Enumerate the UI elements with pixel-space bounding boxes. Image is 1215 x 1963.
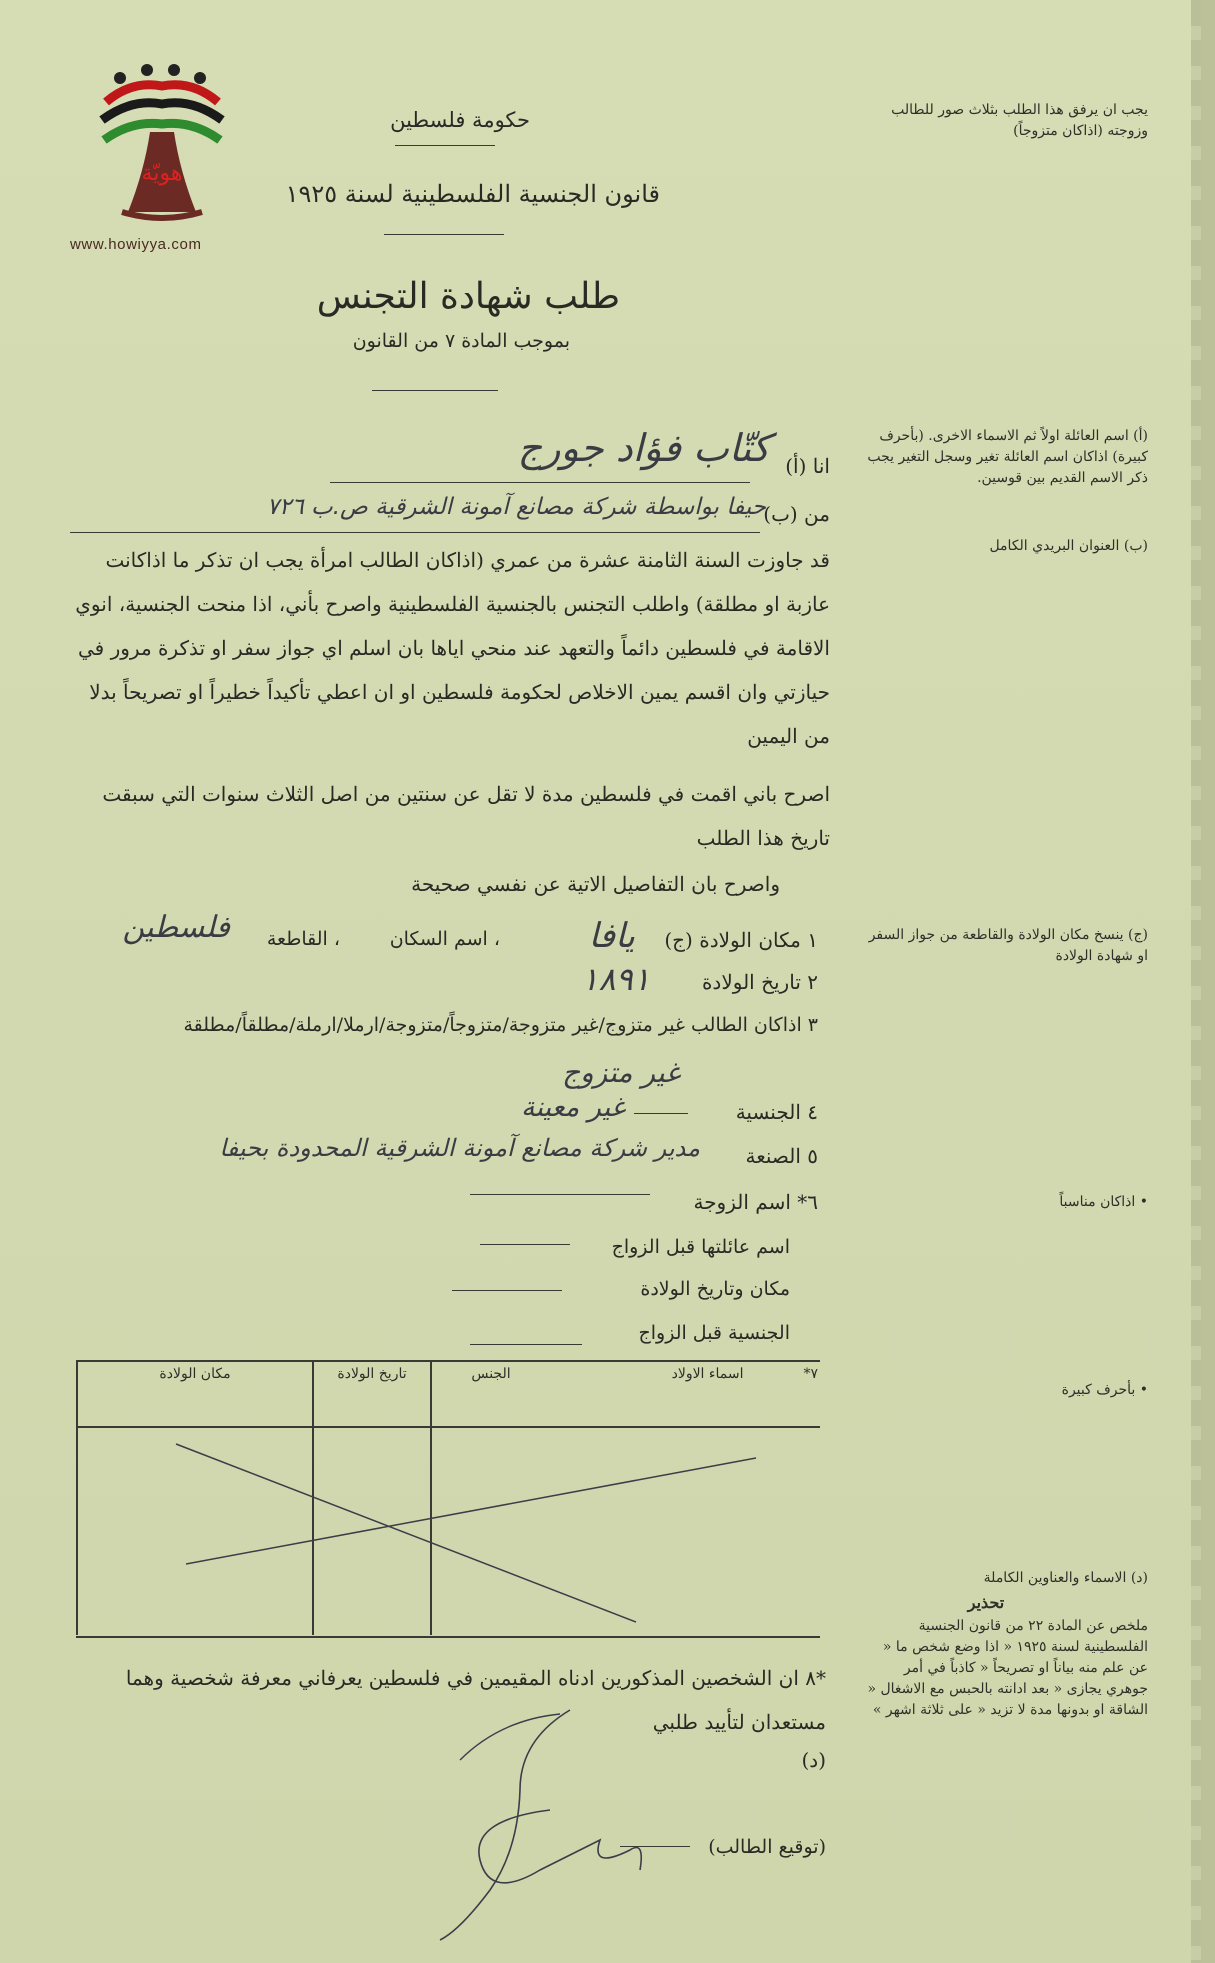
birthplace-label: ١ مكان الولادة (ج)	[664, 928, 818, 952]
wife-label: ٦* اسم الزوجة	[693, 1190, 818, 1214]
crossed-out-mark	[76, 1414, 820, 1636]
note-capitals: • بأحرف كبيرة	[1061, 1382, 1148, 1398]
note-a: (أ) اسم العائلة اولاً ثم الاسماء الاخرى. (بأحرف كبيرة) اذاكان اسم العائلة تغير وسجل التغير يجب ذكر الاسم القديم بين قوسين.	[867, 428, 1148, 486]
law-title: قانون الجنسية الفلسطينية لسنة ١٩٢٥	[285, 180, 660, 208]
birthplace-value: يافا	[588, 916, 635, 956]
profession-value: مدير شركة مصانع آمونة الشرقية المحدودة بحيفا	[219, 1134, 700, 1162]
tree-logo-icon	[92, 62, 232, 232]
children-birthplace-header: مكان الولادة	[77, 1360, 313, 1427]
applicant-address: حيفا بواسطة شركة مصانع آمونة الشرقية ص.ب ٧٢٦	[266, 494, 766, 520]
wife-family-line	[480, 1244, 570, 1245]
table-bottom-border	[76, 1636, 820, 1638]
note-if-applicable: • اذاكان مناسباً	[1059, 1194, 1148, 1210]
district-label: ، القاطعة	[266, 928, 340, 950]
nationality-dash	[634, 1113, 688, 1114]
warning-text: ملخص عن المادة ٢٢ من قانون الجنسية الفلسطينية لسنة ١٩٢٥ « اذا وضع شخص ما « عن علم منه بياناً او تصريحاً « كاذباً في أمر جوهري يجازى « بعد ادانته بالحبس مع الاشغال « الشاقة او بدونها مدة لا تزيد « على ثلاثة اشهر »	[867, 1618, 1148, 1718]
nationality-label: ٤ الجنسية	[735, 1100, 818, 1124]
government-title: حكومة فلسطين	[390, 108, 530, 132]
howiyya-logo	[92, 62, 232, 232]
item-number: ٧*	[803, 1366, 818, 1382]
birthdate-label: ٢ تاريخ الولادة	[701, 970, 818, 994]
paragraph-8: *٨ ان الشخصين المذكورين ادناه المقيمين في فلسطين يعرفاني معرفة شخصية وهما مستعدان لتأييد طلبي	[125, 1666, 826, 1734]
warning-title: تحذير	[967, 1593, 1005, 1612]
signature-line	[620, 1846, 690, 1847]
applicant-name: كتّاب فؤاد جورج	[517, 426, 770, 470]
profession-label: ٥ الصنعة	[745, 1144, 818, 1168]
declaration-paragraph-2: اصرح باني اقمت في فلسطين مدة لا تقل عن سنتين من اصل الثلاث سنوات التي سبقت تاريخ هذا الطلب	[102, 782, 830, 850]
i-am-label: انا (أ)	[785, 454, 830, 478]
marital-value: غير متزوج	[562, 1056, 680, 1089]
table-top-border	[76, 1360, 820, 1362]
wife-nationality-label: الجنسية قبل الزواج	[638, 1322, 790, 1344]
address-underline	[70, 532, 760, 533]
population-label: ، اسم السكان	[389, 928, 500, 950]
page-edge	[1191, 0, 1201, 1963]
logo-brand-text: هويّة	[141, 161, 183, 186]
note-c: (ج) ينسخ مكان الولادة والقاطعة من جواز السفر او شهادة الولادة	[868, 927, 1148, 964]
form-subtitle: بموجب المادة ٧ من القانون	[352, 330, 570, 352]
photos-note: يجب ان يرفق هذا الطلب بثلاث صور للطالب وزوجته (اذاكان متزوجاً)	[891, 102, 1148, 139]
note-b: (ب) العنوان البريدي الكامل	[989, 538, 1148, 554]
signature-icon	[400, 1700, 700, 1950]
wife-family-label: اسم عائلتها قبل الزواج	[611, 1236, 790, 1258]
divider	[384, 234, 504, 235]
declaration-paragraph-3: واصرح بان التفاصيل الاتية عن نفسي صحيحة	[411, 872, 780, 896]
declaration-paragraph-1: قد جاوزت السنة الثامنة عشرة من عمري (اذاكان الطالب امرأة يجب ان تذكر ما اذاكانت عازبة او مطلقة) واطلب التجنس بالجنسية الفلسطينية واصرح بأني، اذا منحت الجنسية، انوي الاقامة في فلسطين دائماً والتعهد عند منحي اياها بان اسلم اي جواز سفر او تذكرة مرور في حيازتي وان اقسم يمين الاخلاص لحكومة فلسطين او ان اعطي تأكيداً خطيراً او تصريحاً بدلا من اليمين	[75, 548, 830, 748]
header-cell: اسماء الاولاد	[671, 1366, 744, 1382]
name-underline	[330, 482, 750, 483]
district-value: فلسطين	[122, 910, 230, 945]
wife-birth-line	[452, 1290, 562, 1291]
children-birthdate-header: تاريخ الولادة	[313, 1360, 431, 1427]
signature-label: (توقيع الطالب)	[708, 1836, 826, 1858]
form-title: طلب شهادة التجنس	[316, 276, 620, 317]
nationality-value: غير معينة	[520, 1092, 625, 1123]
wife-line	[470, 1194, 650, 1195]
from-label: من (ب)	[763, 502, 830, 526]
marital-label: ٣ اذاكان الطالب غير متزوج/غير متزوجة/متزوجاً/متزوجة/ارملا/ارملة/مطلقاً/مطلقة	[183, 1014, 818, 1036]
children-sex-header: الجنس	[431, 1360, 550, 1427]
wife-nationality-line	[470, 1344, 582, 1345]
note-d: (د) الاسماء والعناوين الكاملة	[983, 1570, 1148, 1586]
divider	[372, 390, 498, 391]
logo-url: www.howiyya.com	[70, 236, 202, 253]
birthdate-value: ١٨٩١	[581, 960, 650, 998]
wife-birth-label: مكان وتاريخ الولادة	[640, 1278, 790, 1300]
divider	[395, 145, 495, 146]
d-label: (د)	[801, 1748, 826, 1772]
